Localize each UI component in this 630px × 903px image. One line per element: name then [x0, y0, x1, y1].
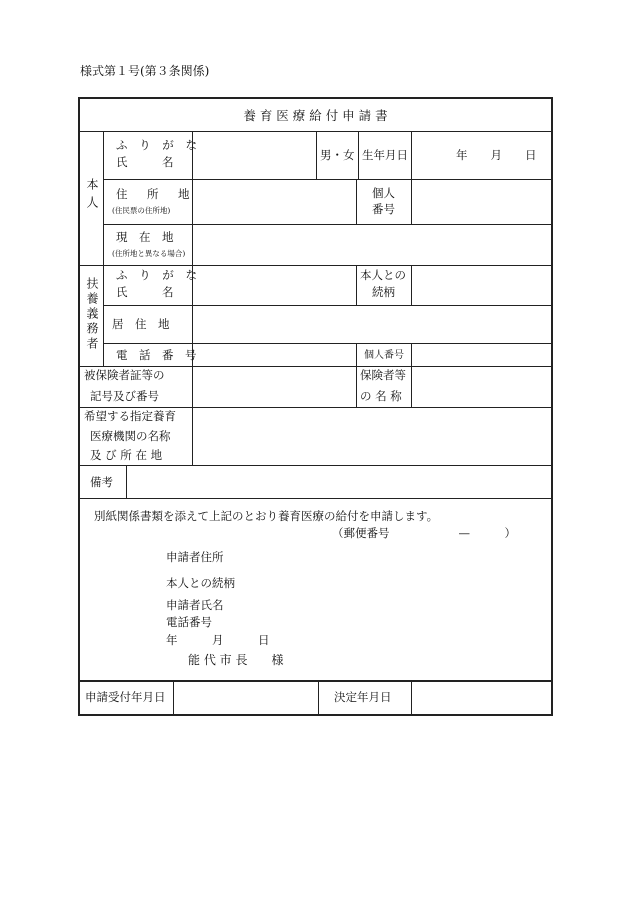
form-title: 養 育 医 療 給 付 申 請 書	[243, 108, 388, 123]
honnin-genzai-field[interactable]	[193, 225, 551, 265]
fuyou-relation-field[interactable]	[412, 266, 551, 305]
hospital-field[interactable]	[193, 408, 551, 465]
declaration-applicant-name: 申請者氏名	[166, 598, 224, 612]
honnin-jusho-sub: (住民票の住所地)	[112, 206, 171, 215]
insurance-label-2: 記号及び番号	[90, 389, 159, 403]
footer-received-label: 申請受付年月日	[85, 690, 166, 704]
declaration-phone: 電話番号	[166, 615, 212, 629]
insurer-label-2: の 名 称	[360, 389, 402, 403]
application-form	[78, 97, 553, 716]
honnin-name-field[interactable]	[193, 132, 316, 179]
honnin-kojin-label-1: 個人	[372, 186, 395, 200]
fuyou-phone-label: 電 話 番 号	[116, 348, 197, 362]
honnin-birth-date[interactable]: 年 月 日	[456, 148, 537, 162]
form-number: 様式第１号(第３条関係)	[80, 64, 210, 78]
fuyou-name-field[interactable]	[193, 266, 356, 305]
fuyou-kyoju-field[interactable]	[193, 306, 551, 343]
declaration-applicant-address: 申請者住所	[166, 550, 224, 564]
hospital-label-2: 医療機関の名称	[90, 429, 171, 443]
rule-right-label-left	[356, 179, 357, 224]
insurance-label-1: 被保険者証等の	[84, 368, 165, 382]
fuyou-relation-label-1: 本人との	[360, 268, 406, 282]
fuyou-kojin-field[interactable]	[412, 344, 551, 366]
honnin-genzai-sub: (住所地と異なる場合)	[112, 249, 186, 258]
declaration-date: 年 月 日	[166, 633, 270, 647]
rule-footer-top	[80, 680, 551, 682]
fuyou-relation-label-2: 続柄	[372, 285, 395, 299]
honnin-jusho-field[interactable]	[193, 180, 356, 224]
remarks-field[interactable]	[127, 466, 551, 498]
fuyou-section-label: 扶養義務者	[85, 277, 99, 352]
honnin-jusho-label: 住 所 地	[116, 187, 194, 201]
declaration-addressee: 能 代 市 長 様	[188, 653, 284, 667]
rule-right-label-left-2	[356, 265, 357, 305]
rule-right-label-left-3	[356, 343, 357, 407]
honnin-genzai-label: 現 在 地	[116, 230, 174, 244]
honnin-section-label: 本人	[85, 178, 99, 214]
insurance-number-field[interactable]	[193, 367, 356, 407]
rule-gender-right	[358, 131, 359, 179]
declaration-text: 別紙関係書類を添えて上記のとおり養育医療の給付を申請します。	[94, 509, 439, 523]
honnin-birth-label: 生年月日	[362, 148, 408, 162]
fuyou-kojin-label: 個人番号	[364, 350, 404, 361]
fuyou-kyoju-label: 居 住 地	[112, 317, 170, 331]
rule-footer-2	[318, 682, 319, 716]
declaration-relation: 本人との続柄	[166, 576, 235, 590]
decided-date-field[interactable]	[412, 683, 551, 716]
honnin-gender[interactable]: 男・女	[320, 148, 355, 162]
fuyou-phone-field[interactable]	[193, 344, 356, 366]
honnin-name-label: 氏 名	[116, 155, 174, 169]
insurer-label-1: 保険者等	[360, 368, 406, 382]
honnin-kojin-field[interactable]	[412, 180, 551, 224]
hospital-label-1: 希望する指定養育	[84, 409, 176, 423]
remarks-label: 備考	[90, 475, 113, 489]
fuyou-name-label: 氏 名	[116, 285, 174, 299]
insurer-name-field[interactable]	[412, 367, 551, 407]
rule-gender-left	[316, 131, 317, 179]
declaration-postal[interactable]: （郵便番号 — ）	[332, 526, 516, 540]
honnin-kojin-label-2: 番号	[372, 202, 395, 216]
hospital-label-3: 及 び 所 在 地	[90, 448, 163, 462]
honnin-furigana-label: ふ り が な	[116, 138, 201, 152]
fuyou-furigana-label: ふ り が な	[116, 268, 201, 282]
rule-section-col	[103, 131, 104, 366]
rule-remarks-bottom	[80, 498, 551, 499]
footer-decided-label: 決定年月日	[334, 690, 392, 704]
received-date-field[interactable]	[174, 683, 318, 716]
